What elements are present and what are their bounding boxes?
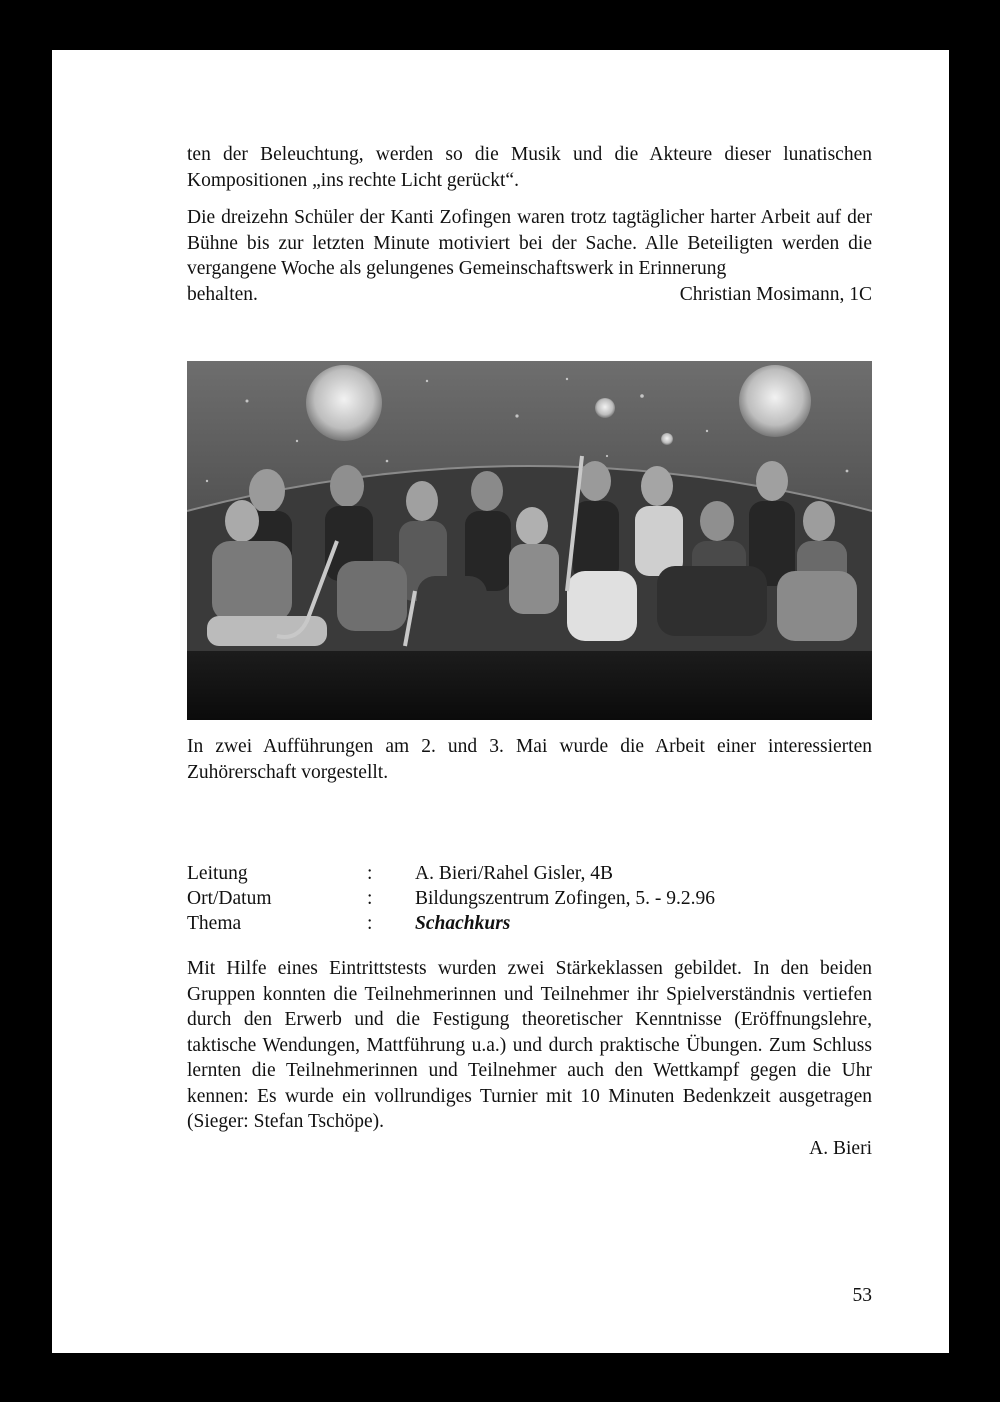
info-label: Thema — [187, 913, 242, 934]
paragraph-2-end — [187, 282, 872, 308]
info-label: Leitung — [187, 863, 248, 884]
author-signature: Christian Mosimann, 1C — [679, 283, 872, 305]
info-row-ort-datum — [187, 886, 872, 911]
info-row-leitung — [187, 861, 872, 886]
course-info — [187, 861, 872, 936]
info-separator: : — [367, 888, 373, 909]
page-number: 53 — [852, 1285, 872, 1306]
paragraph-2: Die dreizehn Schüler der Kanti Zofingen waren trotz tagtäglicher harter Arbeit auf der Bühne bis zur letzten Minute motiviert bei der Sache. Alle Beteiligten werden die vergangene Woche als gelungenes Gemeinschaftswerk in Erinnerung — [187, 207, 872, 279]
paragraph-2-last-word: behalten. — [187, 283, 258, 305]
info-value-topic: Schachkurs — [415, 913, 511, 934]
info-label: Ort/Datum — [187, 888, 272, 909]
info-value: A. Bieri/Rahel Gisler, 4B — [415, 863, 613, 884]
document-page — [52, 50, 949, 1353]
info-separator: : — [367, 863, 373, 884]
photo-caption: In zwei Aufführungen am 2. und 3. Mai wurde die Arbeit einer interessierten Zuhörerschaft vorgestellt. — [187, 736, 872, 783]
group-photo — [187, 361, 872, 720]
paragraph-1: ten der Beleuchtung, werden so die Musik und die Akteure dieser lunatischen Kompositionen „ins rechte Licht gerückt“. — [187, 144, 872, 191]
info-separator: : — [367, 913, 373, 934]
article-top — [187, 142, 872, 307]
info-row-thema — [187, 911, 872, 936]
info-value: Bildungszentrum Zofingen, 5. - 9.2.96 — [415, 888, 716, 909]
author-signature-2: A. Bieri — [809, 1138, 872, 1159]
group-photo-illustration — [187, 361, 872, 720]
paragraph-3: Mit Hilfe eines Eintrittstests wurden zwei Stärkeklassen gebildet. In den beiden Gruppen konnten die Teilnehmerinnen und Teilnehmer ihr Spielverständnis vertiefen durch den Erwerb und die Festigung theoretischer Kenntnisse (Eröffnungslehre, taktische Wendungen, Mattführung u.a.) und durch praktische Übungen. Zum Schluss lernten die Teilnehmerinnen und Teilnehmer auch den Wettkampf gegen die Uhr kennen: Es wurde ein vollrundiges Turnier mit 10 Minuten Bedenkzeit ausgetragen (Sieger: Stefan Tschöpe). — [187, 958, 872, 1132]
